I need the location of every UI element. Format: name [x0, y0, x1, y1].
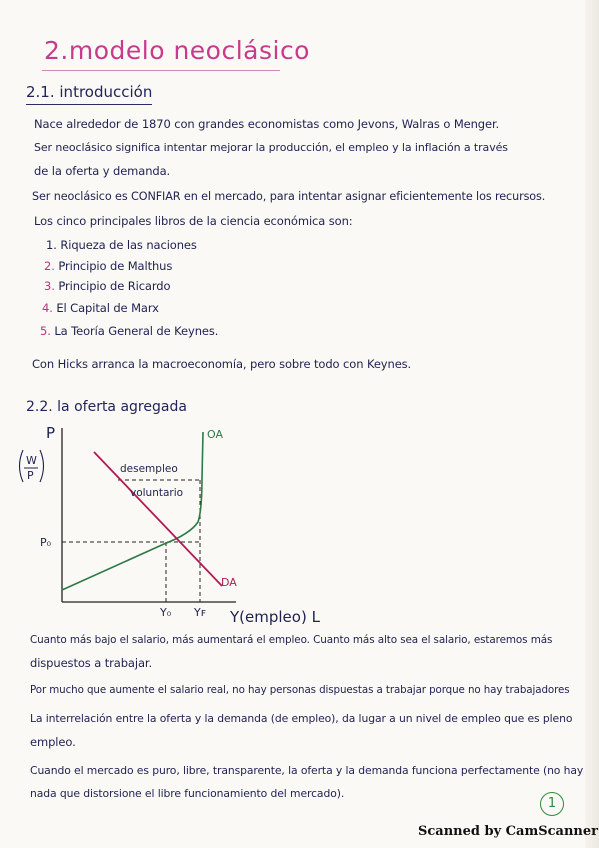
- y-axis-fraction-paren-right: [40, 450, 44, 482]
- list-item: [46, 238, 197, 252]
- list-number: 4.: [42, 301, 53, 315]
- section1-underline: [26, 104, 152, 105]
- oa-label: OA: [207, 428, 223, 441]
- annotation-line1: desempleo: [120, 463, 178, 475]
- list-text: Principio de Ricardo: [58, 279, 171, 293]
- list-text: Principio de Malthus: [58, 259, 173, 273]
- title-underline: [42, 70, 280, 71]
- section2-paragraph: La interrelación entre la oferta y la demanda (de empleo), da lugar a un nivel de empleo que es pleno: [30, 712, 573, 725]
- list-item: [44, 259, 172, 273]
- list-item: [42, 301, 159, 315]
- list-number: 2.: [44, 259, 55, 273]
- list-item: [40, 324, 218, 338]
- section1-heading: 2.1. introducción: [26, 83, 153, 101]
- scanner-watermark: Scanned by CamScanner: [418, 824, 598, 839]
- section1-paragraph: Ser neoclásico es CONFIAR en el mercado, para intentar asignar eficientemente los recursos.: [32, 190, 546, 203]
- y-axis-label: P: [46, 424, 56, 442]
- section1-closing: Con Hicks arranca la macroeconomía, pero sobre todo con Keynes.: [32, 357, 412, 371]
- yf-tick-label: Yꜰ: [194, 606, 207, 619]
- section1-paragraph: Los cinco principales libros de la ciencia económica son:: [34, 214, 353, 228]
- section2-paragraph: Por mucho que aumente el salario real, no hay personas dispuestas a trabajar porque no hay trabajadores: [30, 684, 570, 696]
- list-item: [44, 279, 170, 293]
- page-edge: [585, 0, 599, 848]
- p0-label: P₀: [40, 536, 52, 549]
- section2-paragraph: dispuestos a trabajar.: [30, 656, 153, 670]
- y-axis-fraction-top: W: [26, 454, 37, 467]
- da-label: DA: [221, 576, 237, 589]
- list-number: 5.: [40, 324, 51, 338]
- section2-paragraph: empleo.: [30, 735, 76, 749]
- page-number: 1: [540, 792, 564, 816]
- y0-tick-label: Y₀: [160, 606, 172, 619]
- section1-paragraph: Nace alrededor de 1870 con grandes economistas como Jevons, Walras o Menger.: [34, 117, 500, 131]
- list-number: 3.: [44, 279, 55, 293]
- annotation-line2: voluntario: [130, 487, 184, 499]
- list-text: Riqueza de las naciones: [60, 238, 197, 252]
- x-axis-label: Y(empleo) L: [230, 608, 320, 626]
- section2-paragraph: Cuanto más bajo el salario, más aumentará el empleo. Cuanto más alto sea el salario, estaremos más: [30, 634, 553, 646]
- aggregate-supply-graph: [14, 418, 344, 628]
- section2-paragraph: Cuando el mercado es puro, libre, transparente, la oferta y la demanda funciona perfectamente (no hay: [30, 764, 584, 777]
- section2-paragraph: nada que distorsione el libre funcionamiento del mercado).: [30, 787, 345, 800]
- section1-paragraph: de la oferta y demanda.: [34, 164, 171, 178]
- section1-paragraph: Ser neoclásico significa intentar mejorar la producción, el empleo y la inflación a través: [34, 141, 508, 154]
- page-title: 2.modelo neoclásico: [44, 36, 310, 65]
- y-axis-fraction-paren-left: [20, 450, 24, 482]
- list-text: El Capital de Marx: [56, 301, 159, 315]
- list-text: La Teoría General de Keynes.: [54, 324, 219, 338]
- section2-heading: [26, 399, 187, 415]
- oa-curve: [62, 432, 203, 590]
- list-number: 1.: [46, 238, 57, 252]
- section2-heading-text: 2.2. la oferta agregada: [26, 399, 187, 415]
- y-axis-fraction-bottom: P: [27, 469, 34, 482]
